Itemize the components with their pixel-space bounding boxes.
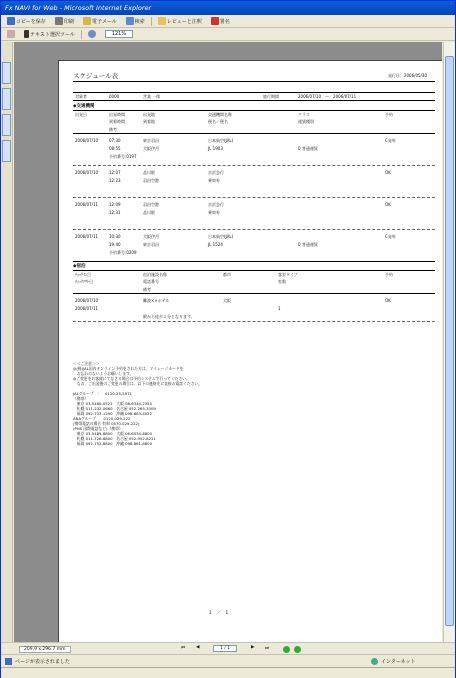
document-header	[73, 71, 435, 82]
document-status-bar	[1, 642, 455, 654]
vertical-scrollbar[interactable]	[443, 42, 455, 642]
trip-4: 2006/07/11 10:30 大阪伊丹 日本航空(JAL) C発券 19:40 東京羽田 JL 1524 0 普通運賃 予約番号:0209	[75, 234, 396, 255]
review-button[interactable]: レビューと注釈	[155, 16, 205, 27]
pdf-page	[58, 60, 442, 642]
window-title: Fx NAVI for Web - Microsoft Internet Explorer	[5, 4, 152, 12]
globe-icon	[371, 658, 378, 665]
bookmarks-tab[interactable]	[2, 62, 11, 84]
envelope-icon	[83, 17, 91, 25]
transport-section-title: ◆交通機関	[73, 104, 95, 109]
schedule-document	[73, 71, 435, 322]
zoom-tool-button[interactable]	[85, 29, 99, 40]
view-toolbar	[1, 28, 455, 41]
transport-header-1: 出発日 出発時間 出発地 交通機関名称 クラス 予約	[73, 110, 435, 118]
layers-tab[interactable]	[2, 114, 11, 136]
issue-date: 発行日：2006/05/30	[387, 73, 427, 78]
hotel-entry: 2006/07/10 難波××ホテル 大阪 OK 2006/07/11 1 駅から徒歩１分となります。	[75, 298, 391, 319]
magnifier-icon	[88, 30, 96, 38]
hand-icon	[7, 30, 15, 38]
first-page-icon[interactable]: ⏮	[181, 646, 186, 651]
trip-1: 2006/07/10 07:30 東京羽田 日本航空(JAL) C発券 08:55 大阪伊丹 JL 1903 0 普通運賃 予約番号:0197	[75, 138, 396, 159]
transport-header-2: 到着時間 到着地 便名／便名 運賃種別	[109, 119, 314, 124]
cursor-icon	[24, 30, 29, 38]
zoom-level[interactable]: 121%	[102, 29, 136, 40]
back-icon[interactable]	[283, 646, 290, 653]
next-page-icon[interactable]: ▶	[251, 645, 255, 650]
notes-block: ＜＜ご注意＞＞ ◎(株)JAL国内オンライン予約をされた方は、マイレージカードを お忘れのないようお願いします。 ◎ご変更をお客様にてなさる場合は予約システムで行ってください。 なお、ご出発後のご変更の場合は、以下の連絡先に直接お電話ください。 JALグループ ： 0120-25-5971 （携帯） 東京 03-5460-0522 大阪 06-6344-2355 札幌 011-232-0660 名古屋 052-265-3309 福岡 092-733-1290 沖縄 098-863-4022 ANAグループ 0120-029-222 (携帯電話の場合 有料 0570-029-222) (PHS 国際電話など)（携帯） 東京 03-5489-8800 大阪 06-6534-8800 札幌 011-726-8800 名古屋 052-952-8211 福岡 092-752-8800 沖縄 098-861-8800	[73, 361, 203, 446]
scrollbar-thumb[interactable]	[445, 56, 454, 626]
pen-icon	[211, 17, 219, 25]
printer-icon	[55, 17, 63, 25]
hand-tool-button[interactable]	[4, 29, 18, 40]
trip-3: 2006/07/11 12:09 羽田空港 京浜急行 OK 12:31 品川駅 乗車券	[75, 202, 391, 215]
signatures-tab[interactable]	[2, 88, 11, 110]
sign-button[interactable]: 署名	[208, 16, 233, 27]
disk-icon	[7, 17, 15, 25]
page-indicator[interactable]: 1 / 1	[213, 645, 237, 652]
trip-2: 2006/07/10 12:07 品川駅 京浜急行 OK 12:23 羽田空港 乗車券	[75, 170, 391, 183]
bottom-edge	[1, 667, 455, 678]
hotel-section-title: ◆宿泊	[73, 264, 86, 269]
acrobat-toolbar	[1, 15, 455, 28]
page-icon	[5, 658, 12, 665]
page-size: 209.9 x 296.7 mm	[19, 646, 71, 653]
document-viewer	[14, 42, 442, 642]
hotel-header-3: 備考	[73, 286, 435, 294]
status-text: ページが表示されました	[15, 659, 70, 665]
search-button[interactable]: 検索	[123, 16, 148, 27]
hotel-header-2: ﾁｪｯｸｱｳﾄ日 電話番号 室数	[75, 279, 286, 284]
forward-icon[interactable]	[294, 646, 301, 653]
navigation-tabs	[1, 42, 13, 642]
transport-header-3: 備考	[73, 126, 435, 134]
applicant-row: 対象者 0000 営業 一郎 旅行期間 2006/07/10 〜 2006/07/11	[73, 92, 435, 100]
hotel-header-1: ﾁｪｯｸｲﾝ日 宿泊施設名称 都市 客室タイプ 予約	[73, 270, 435, 278]
page-title: スケジュール表	[73, 72, 119, 80]
page-number: 1 ／ 1	[209, 611, 229, 616]
toolbar-divider	[151, 17, 152, 26]
pages-tab[interactable]	[2, 140, 11, 162]
email-button[interactable]: 電子メール	[80, 16, 120, 27]
save-copy-button[interactable]: コピーを保存	[4, 16, 49, 27]
binoculars-icon	[126, 17, 134, 25]
prev-page-icon[interactable]: ◀	[196, 645, 200, 650]
last-page-icon[interactable]: ⏭	[265, 646, 270, 651]
zone-text: インターネット	[381, 659, 416, 665]
toolbar-divider	[81, 30, 82, 39]
browser-status-bar	[1, 654, 455, 667]
comment-icon	[158, 17, 166, 25]
print-button[interactable]: 印刷	[52, 16, 77, 27]
title-bar	[1, 1, 455, 15]
text-select-button[interactable]: テキスト選択ツール	[21, 29, 78, 40]
